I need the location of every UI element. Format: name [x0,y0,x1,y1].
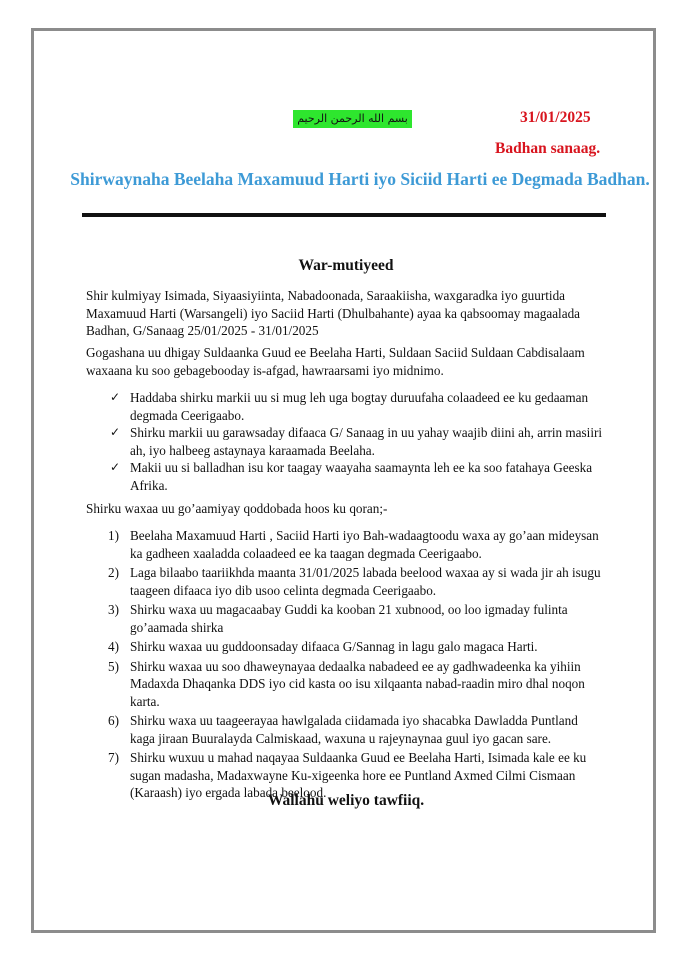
opening-paragraph: Gogashana uu dhigay Suldaanka Guud ee Beelaha Harti, Suldaan Saciid Suldaan Cabdisalaam waxaana ku soo gebagebooday is-afgad, hawraarsami iyo midnimo. [86,345,585,378]
list-item: 5) Shirku waxaa uu soo dhaweynayaa dedaalka nabadeed ee ay gadhwadeenka ka yihiin Madaxda Dhaqanka DDS iyo cid kasta oo isu xilqaanta nabad-raadin miro dhal noqon karta. [108,658,585,709]
title-divider [82,213,606,217]
document-date: 31/01/2025 [520,109,591,126]
resolutions-intro: Shirku waxaa uu go’aamiyay qoddobada hoos ku qoran;- [86,501,388,516]
bismillah-label: بسم الله الرحمن الرحيم [293,110,412,128]
list-item: ✓ Shirku markii uu garawsaday difaaca G/ Sanaag in uu yahay waajib diini ah, arrin masiiri ah, iyo halbeeg astaynaya karaamada Beelaha. [110,425,603,458]
list-item: 1) Beelaha Maxamuud Harti , Saciid Harti iyo Bah-wadaagtoodu waxa ay go’aan mideysan ka gadheen xaaladda colaadeed ee ka taagan degmada Ceerigaabo. [108,528,599,561]
checkmark-icon: ✓ [110,390,121,404]
closing-line: Wallahu weliyo tawfiiq. [267,792,425,809]
list-item: ✓ Haddaba shirku markii uu si mug leh uga bogtay duruufaha colaadeed ee ku gedaaman degmada Ceerigaabo. [110,390,589,423]
intro-paragraph: Shir kulmiyay Isimada, Siyaasiyiinta, Nabadoonada, Saraakiisha, waxgaradka iyo guurtida Maxamuud Harti (Warsangeli) iyo Saciid Harti (Dhulbahante) ayaa ka qabsoomay magaalada Badhan, G/Sanaag 25/01/2025 - 31/01/2025 [86,288,581,338]
document-title: Shirwaynaha Beelaha Maxamuud Harti iyo Siciid Harti ee Degmada Badhan. [70,169,650,189]
document-place: Badhan sanaag. [495,140,601,157]
section-heading: War-mutiyeed [298,257,394,274]
resolutions-list [86,527,606,802]
checkmark-icon: ✓ [110,425,121,439]
list-item: 2) Laga bilaabo taariikhda maanta 31/01/2025 labada beelood waxaa ay si wada jir ah isugu taageen difaaca iyo dib usoo celinta degmada Ceerigaabo. [108,565,601,598]
list-item: 3) Shirku waxa uu magacaabay Guddi ka kooban 21 xubnood, oo loo igmaday fulinta go’aamada shirka [108,602,568,635]
list-item: 7) Shirku wuxuu u mahad naqayaa Suldaanka Guud ee Beelaha Harti, Isimada kale ee ku sugan madasha, Madaxwayne Ku-xigeenka hore ee Puntland Axmed Cilmi Cismaan (Karaash) iyo ergada labada beelood. [108,750,587,800]
list-item: 4) Shirku waxaa uu guddoonsaday difaaca G/Sannag in lagu galo magaca Harti. [108,639,538,654]
list-item: ✓ Makii uu si balladhan isu kor taagay waayaha saamaynta leh ee ka soo fatahaya Geeska Afrika. [110,460,593,493]
considerations-list [86,389,606,494]
checkmark-icon: ✓ [110,460,121,474]
list-item: 6) Shirku waxa uu taageerayaa hawlgalada ciidamada iyo shacabka Dawladda Puntland kaga jiraan Buuralayda Calmiskaad, waxuna u rajeynaynaa guul iyo gacan sare. [108,713,578,746]
